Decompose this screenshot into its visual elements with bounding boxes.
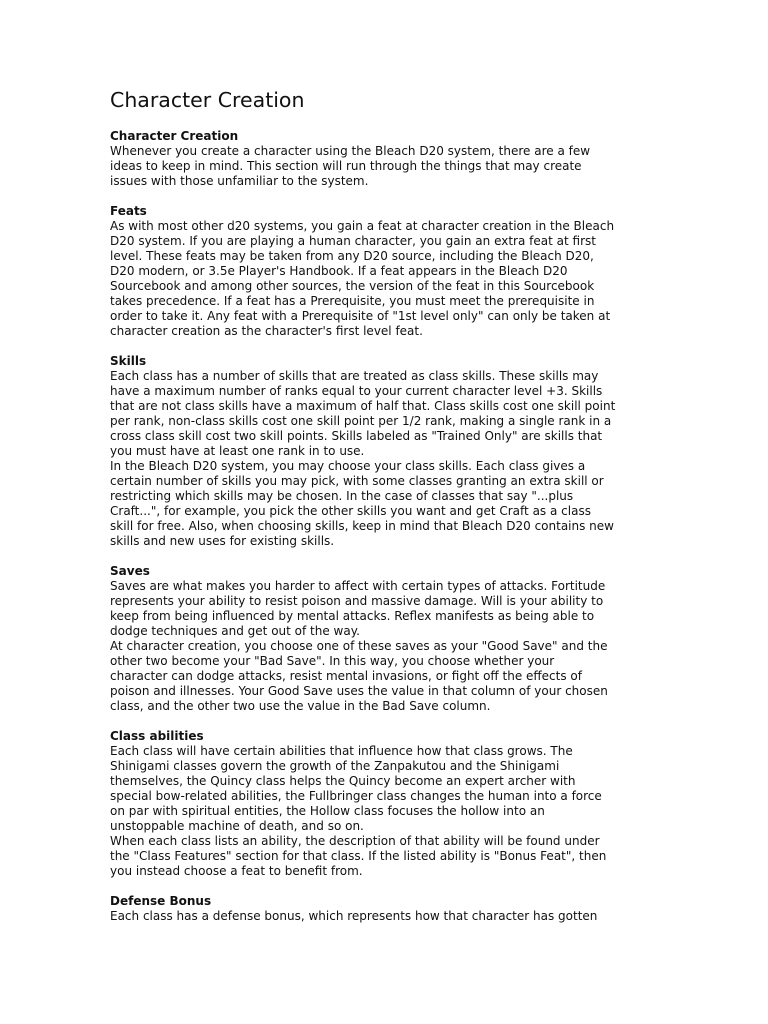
text-line: order to take it. Any feat with a Prerequisite of "1st level only" can only be taken at <box>110 309 611 323</box>
text-line: character can dodge attacks, resist mental invasions, or fight off the effects of <box>110 669 582 683</box>
text-line: represents your ability to resist poison and massive damage. Will is your ability to <box>110 594 604 608</box>
document-title: Character Creation <box>110 88 305 112</box>
paragraph <box>110 219 658 339</box>
text-line: character creation as the character's first level feat. <box>110 324 423 338</box>
text-line: the "Class Features" section for that class. If the listed ability is "Bonus Feat", then <box>110 849 607 863</box>
paragraph <box>110 639 658 714</box>
paragraph <box>110 369 658 459</box>
text-line: Shinigami classes govern the growth of the Zanpakutou and the Shinigami <box>110 759 560 773</box>
section-feats <box>110 204 658 339</box>
text-line: unstoppable machine of death, and so on. <box>110 819 364 833</box>
text-line: class, and the other two use the value in the Bad Save column. <box>110 699 491 713</box>
paragraph <box>110 834 658 879</box>
text-line: Sourcebook and among other sources, the version of the feat in this Sourcebook <box>110 279 595 293</box>
paragraph <box>110 459 658 549</box>
text-line: you must have at least one rank in to use. <box>110 444 365 458</box>
text-line: D20 modern, or 3.5e Player's Handbook. If a feat appears in the Bleach D20 <box>110 264 568 278</box>
paragraph <box>110 744 658 834</box>
text-line: other two become your "Bad Save". In this way, you choose whether your <box>110 654 555 668</box>
text-line: Saves are what makes you harder to affect with certain types of attacks. Fortitude <box>110 579 606 593</box>
section-skills <box>110 354 658 549</box>
text-line: Craft...", for example, you pick the other skills you want and get Craft as a class <box>110 504 591 518</box>
section-heading: Class abilities <box>110 729 204 743</box>
text-line: poison and illnesses. Your Good Save uses the value in that column of your chosen <box>110 684 608 698</box>
text-line: When each class lists an ability, the description of that ability will be found under <box>110 834 600 848</box>
section-heading: Feats <box>110 204 147 218</box>
text-line: takes precedence. If a feat has a Prerequisite, you must meet the prerequisite in <box>110 294 595 308</box>
section-class-abilities <box>110 729 658 879</box>
text-line: Each class has a defense bonus, which represents how that character has gotten <box>110 909 598 923</box>
document-page <box>110 86 658 939</box>
text-line: certain number of skills you may pick, with some classes granting an extra skill or <box>110 474 604 488</box>
text-line: D20 system. If you are playing a human character, you gain an extra feat at first <box>110 234 596 248</box>
section-character-creation <box>110 129 658 189</box>
text-line: Each class has a number of skills that are treated as class skills. These skills may <box>110 369 599 383</box>
text-line: per rank, non-class skills cost one skill point per 1/2 rank, making a single rank in a <box>110 414 612 428</box>
text-line: At character creation, you choose one of these saves as your "Good Save" and the <box>110 639 608 653</box>
text-line: In the Bleach D20 system, you may choose your class skills. Each class gives a <box>110 459 586 473</box>
section-heading: Saves <box>110 564 150 578</box>
paragraph <box>110 909 658 924</box>
section-saves <box>110 564 658 714</box>
text-line: issues with those unfamiliar to the system. <box>110 174 369 188</box>
text-line: As with most other d20 systems, you gain a feat at character creation in the Bleach <box>110 219 615 233</box>
text-line: have a maximum number of ranks equal to your current character level +3. Skills <box>110 384 603 398</box>
text-line: skills and new uses for existing skills. <box>110 534 335 548</box>
paragraph <box>110 144 658 189</box>
section-heading: Defense Bonus <box>110 894 212 908</box>
text-line: Whenever you create a character using the Bleach D20 system, there are a few <box>110 144 591 158</box>
text-line: that are not class skills have a maximum of half that. Class skills cost one skill point <box>110 399 616 413</box>
text-line: dodge techniques and get out of the way. <box>110 624 360 638</box>
text-line: ideas to keep in mind. This section will run through the things that may create <box>110 159 582 173</box>
text-line: restricting which skills may be chosen. In the case of classes that say "...plus <box>110 489 574 503</box>
text-line: Each class will have certain abilities that influence how that class grows. The <box>110 744 573 758</box>
text-line: keep from being influenced by mental attacks. Reflex manifests as being able to <box>110 609 595 623</box>
paragraph <box>110 579 658 639</box>
text-line: level. These feats may be taken from any D20 source, including the Bleach D20, <box>110 249 594 263</box>
text-line: skill for free. Also, when choosing skills, keep in mind that Bleach D20 contains new <box>110 519 614 533</box>
text-line: special bow-related abilities, the Fullbringer class changes the human into a force <box>110 789 602 803</box>
text-line: you instead choose a feat to benefit from. <box>110 864 363 878</box>
section-heading: Skills <box>110 354 147 368</box>
text-line: themselves, the Quincy class helps the Quincy become an expert archer with <box>110 774 576 788</box>
text-line: cross class skill cost two skill points. Skills labeled as "Trained Only" are skills that <box>110 429 603 443</box>
section-heading: Character Creation <box>110 129 239 143</box>
section-defense-bonus <box>110 894 658 924</box>
text-line: on par with spiritual entities, the Hollow class focuses the hollow into an <box>110 804 545 818</box>
